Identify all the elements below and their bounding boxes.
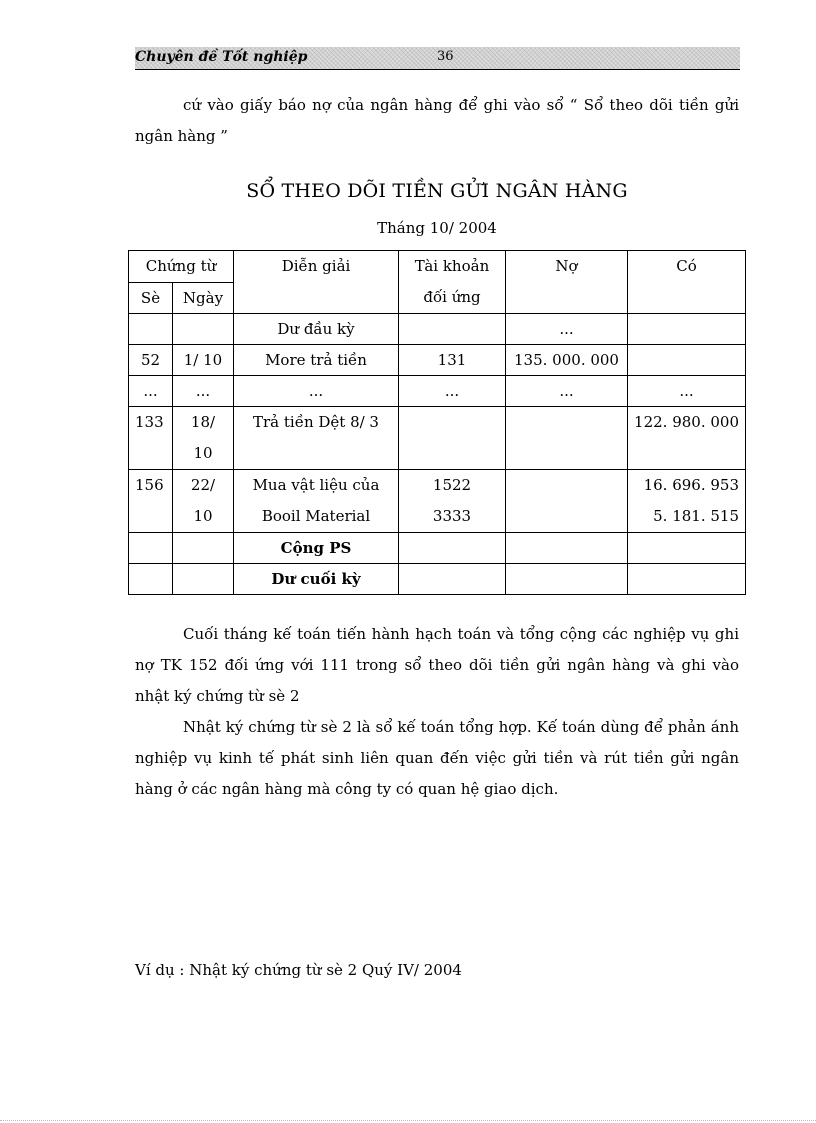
cell-account: 1522 3333 <box>399 470 506 533</box>
table-row-closing-balance <box>129 564 746 595</box>
table-row <box>129 345 746 376</box>
cell-number: 156 <box>129 470 173 533</box>
header-number: Sè <box>129 282 173 314</box>
header-account: Tài khoản đối ứng <box>399 251 506 314</box>
cell-description: More trả tiền <box>234 345 399 376</box>
table-row-total <box>129 533 746 564</box>
ledger-title: SỔ THEO DÕI TIỀN GỬI NGÂN HÀNG <box>246 180 628 202</box>
cell-date <box>173 314 234 345</box>
cell-debit: ... <box>506 376 628 407</box>
cell-debit <box>506 470 628 533</box>
cell-credit <box>628 345 746 376</box>
cell-number: ... <box>129 376 173 407</box>
cell-credit: ... <box>628 376 746 407</box>
cell-description: ... <box>234 376 399 407</box>
cell-debit <box>506 407 628 470</box>
header-credit: Có <box>628 251 746 314</box>
cell-number <box>129 314 173 345</box>
page-edge-divider <box>0 1120 816 1121</box>
cell-number: 52 <box>129 345 173 376</box>
table-header-row <box>129 251 746 283</box>
cell-date <box>173 564 234 595</box>
cell-description: Cộng PS <box>234 533 399 564</box>
page-number: 36 <box>437 49 454 64</box>
body-paragraph-2: Nhật ký chứng từ sè 2 là sổ kế toán tổng hợp. Kế toán dùng để phản ánh nghiệp vụ kinh tế phát sinh liên quan đến việc gửi tiền và rút tiền gửi ngân hàng ở các ngân hàng mà công ty có quan hệ giao dịch. <box>135 718 739 798</box>
page-header <box>135 47 740 70</box>
cell-account <box>399 564 506 595</box>
body-paragraph-1: Cuối tháng kế toán tiến hành hạch toán và tổng cộng các nghiệp vụ ghi nợ TK 152 đối ứng với 111 trong sổ theo dõi tiền gửi ngân hàng và ghi vào nhật ký chứng từ sè 2 <box>135 625 739 705</box>
cell-description: Dư đầu kỳ <box>234 314 399 345</box>
cell-credit: 122. 980. 000 <box>628 407 746 470</box>
ledger-period: Tháng 10/ 2004 <box>377 219 497 237</box>
cell-credit <box>628 533 746 564</box>
cell-account: 131 <box>399 345 506 376</box>
example-caption: Ví dụ : Nhật ký chứng từ sè 2 Quý IV/ 2004 <box>135 961 462 979</box>
cell-account <box>399 314 506 345</box>
cell-account: ... <box>399 376 506 407</box>
cell-number <box>129 533 173 564</box>
cell-description: Dư cuối kỳ <box>234 564 399 595</box>
cell-credit: 16. 696. 953 5. 181. 515 <box>628 470 746 533</box>
cell-account <box>399 407 506 470</box>
header-title: Chuyên đề Tốt nghiệp <box>135 49 308 65</box>
intro-paragraph: cứ vào giấy báo nợ của ngân hàng để ghi vào sổ “ Sổ theo dõi tiền gửi ngân hàng ” <box>135 96 739 145</box>
header-date: Ngày <box>173 282 234 314</box>
table-row <box>129 376 746 407</box>
cell-date: 1/ 10 <box>173 345 234 376</box>
cell-date: 22/ 10 <box>173 470 234 533</box>
cell-date <box>173 533 234 564</box>
cell-description: Mua vật liệu của Booil Material <box>234 470 399 533</box>
cell-account <box>399 533 506 564</box>
cell-debit: ... <box>506 314 628 345</box>
cell-description: Trả tiền Dệt 8/ 3 <box>234 407 399 470</box>
cell-debit <box>506 564 628 595</box>
header-description: Diễn giải <box>234 251 399 314</box>
cell-date: 18/ 10 <box>173 407 234 470</box>
table-row <box>129 470 746 533</box>
cell-number: 133 <box>129 407 173 470</box>
cell-credit <box>628 564 746 595</box>
header-debit: Nợ <box>506 251 628 314</box>
header-voucher: Chứng từ <box>129 251 234 283</box>
cell-number <box>129 564 173 595</box>
cell-credit <box>628 314 746 345</box>
table-row <box>129 314 746 345</box>
table-row <box>129 407 746 470</box>
cell-date: ... <box>173 376 234 407</box>
cell-debit <box>506 533 628 564</box>
cell-debit: 135. 000. 000 <box>506 345 628 376</box>
bank-deposit-ledger-table <box>128 250 746 595</box>
